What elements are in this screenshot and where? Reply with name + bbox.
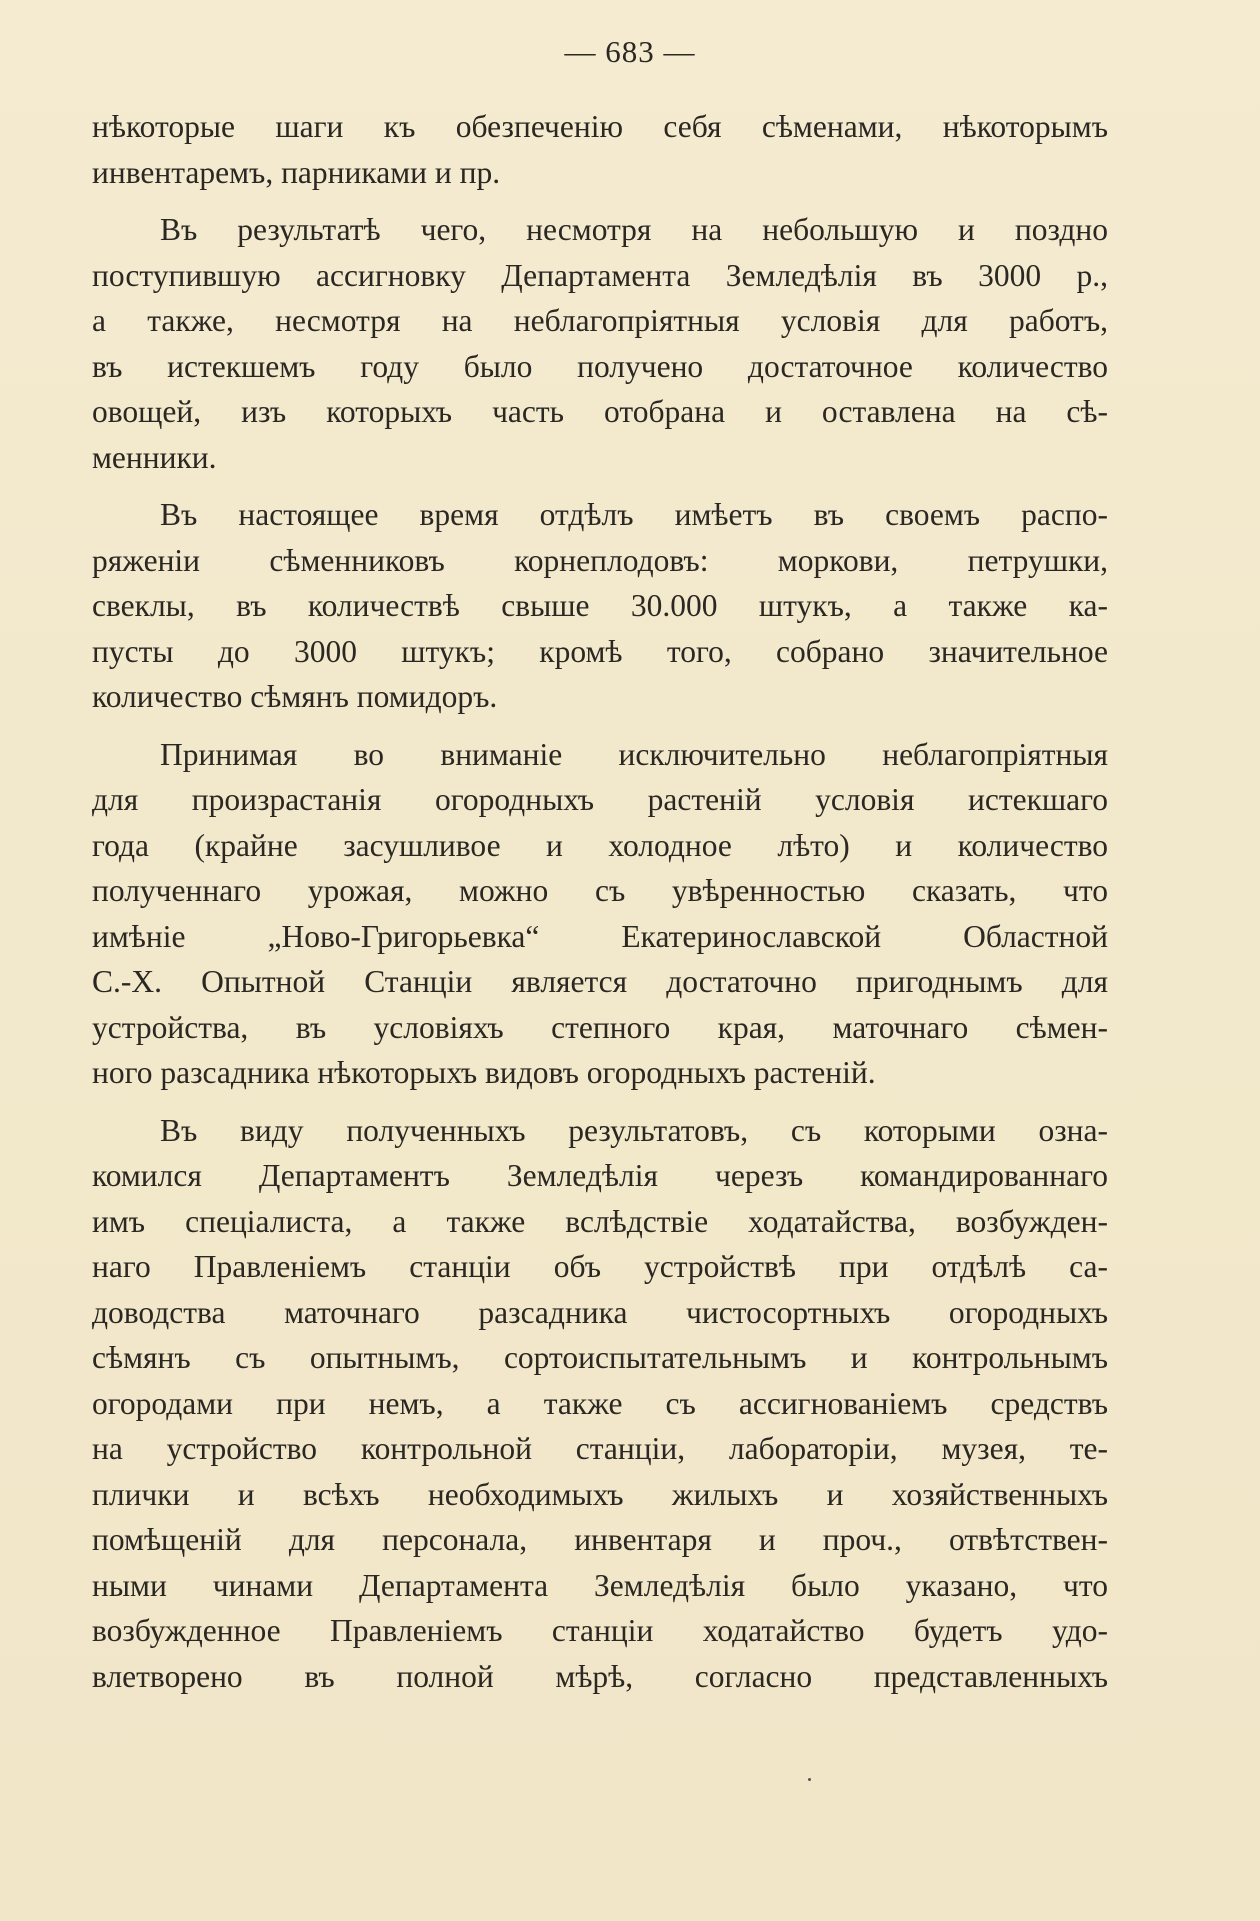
paragraph-5 <box>92 1108 1108 1700</box>
text-line: влетворено въ полной мѣрѣ, согласно представленныхъ <box>92 1658 1108 1694</box>
paragraph-3 <box>92 492 1108 720</box>
text-line: года (крайне засушливое и холодное лѣто) и количество <box>92 827 1108 863</box>
text-line: ными чинами Департамента Земледѣлія было указано, что <box>92 1567 1108 1603</box>
text-line: огородами при немъ, а также съ ассигнованіемъ средствъ <box>92 1385 1108 1421</box>
text-line: С.-Х. Опытной Станціи является достаточно пригоднымъ для <box>92 964 1108 999</box>
text-line: для произрастанія огородныхъ растеній условія истекшаго <box>92 782 1108 817</box>
text-line: поступившую ассигновку Департамента Земледѣлія въ 3000 р., <box>92 257 1108 293</box>
text-line: Принимая во вниманіе исключительно неблагопріятныя <box>160 736 1108 772</box>
text-line: свеклы, въ количествѣ свыше 30.000 штукъ, а также ка- <box>92 588 1108 623</box>
text-line: а также, несмотря на неблагопріятныя условія для работъ, <box>92 303 1108 338</box>
text-line: сѣмянъ съ опытнымъ, сортоиспытательнымъ и контрольнымъ <box>92 1340 1108 1375</box>
text-line: имѣніе „Ново-Григорьевка“ Екатеринославской Областной <box>92 918 1108 954</box>
text-line: комился Департаментъ Земледѣлія черезъ командированнаго <box>92 1158 1108 1193</box>
text-line: ного разсадника нѣкоторыхъ видовъ огородныхъ растеній. <box>92 1055 876 1090</box>
text-line: пусты до 3000 штукъ; кромѣ того, собрано значительное <box>92 633 1108 669</box>
text-line: помѣщеній для персонала, инвентаря и проч., отвѣтствен- <box>92 1522 1108 1557</box>
text-line: возбужденное Правленіемъ станціи ходатайство будетъ удо- <box>92 1613 1108 1648</box>
text-line: устройства, въ условіяхъ степного края, маточнаго сѣмен- <box>92 1009 1108 1045</box>
paragraph-4 <box>92 732 1108 1096</box>
text-line: полученнаго урожая, можно съ увѣренностью сказать, что <box>92 873 1108 908</box>
text-line: доводства маточнаго разсадника чистосортныхъ огородныхъ <box>92 1294 1108 1330</box>
text-line: ряженіи сѣменниковъ корнеплодовъ: моркови, петрушки, <box>92 542 1108 578</box>
text-line: Въ результатѣ чего, несмотря на небольшую и поздно <box>160 212 1108 247</box>
text-line: плички и всѣхъ необходимыхъ жилыхъ и хозяйственныхъ <box>92 1476 1108 1512</box>
paragraph-1 <box>92 104 1108 195</box>
text-line: Въ виду полученныхъ результатовъ, съ которыми озна- <box>160 1112 1108 1148</box>
text-line: количество сѣмянъ помидоръ. <box>92 679 498 714</box>
text-line: на устройство контрольной станціи, лабораторіи, музея, те- <box>92 1431 1108 1466</box>
paragraph-2 <box>92 207 1108 480</box>
text-line: наго Правленіемъ станціи объ устройствѣ при отдѣлѣ са- <box>92 1249 1108 1284</box>
text-line: нѣкоторые шаги къ обезпеченію себя сѣменами, нѣкоторымъ <box>92 109 1108 144</box>
body-text <box>92 104 1108 1711</box>
ink-speck <box>808 1778 811 1781</box>
text-line: инвентаремъ, парниками и пр. <box>92 154 501 190</box>
text-line: имъ спеціалиста, а также вслѣдствіе ходатайства, возбужден- <box>92 1203 1108 1239</box>
page-number: — 683 — <box>564 34 696 69</box>
text-line: овощей, изъ которыхъ часть отобрана и оставлена на сѣ- <box>92 394 1108 429</box>
text-line: въ истекшемъ году было получено достаточное количество <box>92 348 1108 384</box>
text-line: Въ настоящее время отдѣлъ имѣетъ въ своемъ распо- <box>160 497 1108 532</box>
text-line: менники. <box>92 439 217 475</box>
